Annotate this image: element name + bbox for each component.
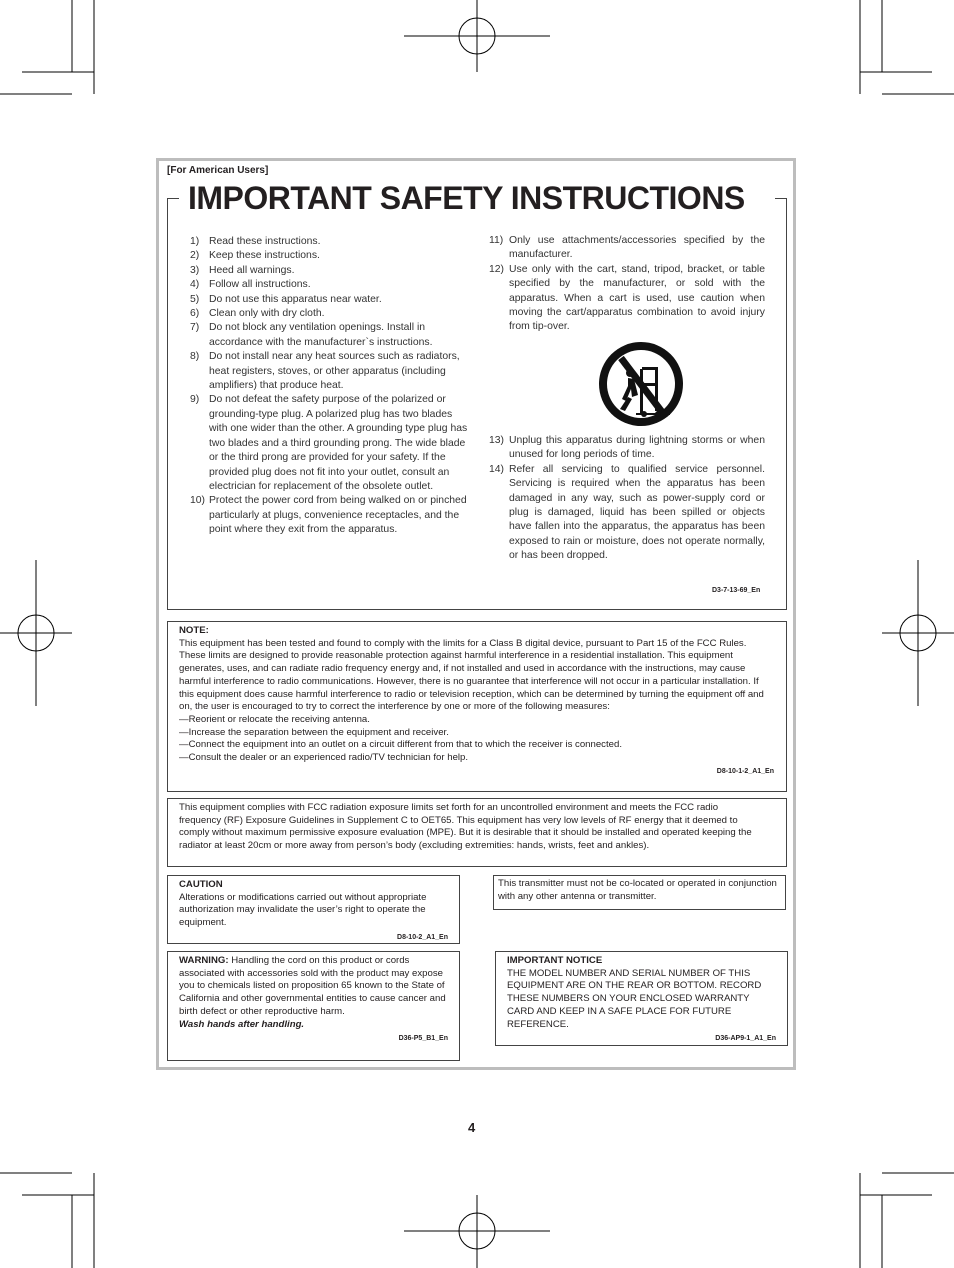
instruction-item bbox=[190, 307, 468, 321]
instruction-list bbox=[489, 234, 765, 335]
instruction-item bbox=[489, 263, 765, 335]
instruction-list bbox=[190, 235, 468, 538]
instruction-number: 2) bbox=[190, 250, 200, 262]
notice-body: THE MODEL NUMBER AND SERIAL NUMBER OF THIS EQUIPMENT ARE ON THE REAR OR BOTTOM. RECORD THESE NUMBERS ON YOUR ENCLOSED WARRANTY CARD AND KEEP IN A SAFE PLACE FOR FUTURE REFERENCE. bbox=[507, 967, 762, 1030]
instruction-text: Do not install near any heat sources such as radiators, heat registers, stoves, or other apparatus (including amplifiers) that produce heat. bbox=[209, 351, 460, 392]
instruction-number: 9) bbox=[190, 394, 200, 406]
instruction-text: Unplug this apparatus during lightning storms or when unused for long periods of time. bbox=[509, 435, 765, 461]
doc-code: D36-P5_B1_En bbox=[398, 1035, 448, 1043]
instructions-left-column bbox=[190, 235, 468, 538]
instruction-number: 10) bbox=[190, 495, 206, 507]
measure-item: —Increase the separation between the equipment and receiver. bbox=[179, 726, 449, 738]
fcc-note-box bbox=[167, 621, 787, 792]
instruction-item bbox=[489, 434, 765, 463]
instruction-item bbox=[190, 293, 468, 307]
instruction-number: 5) bbox=[190, 293, 200, 305]
instruction-number: 4) bbox=[190, 279, 200, 291]
caution-body: Alterations or modifications carried out without appropriate authorization may invalidate the user’s right to operate the equipment. bbox=[179, 891, 427, 929]
instruction-text: Read these instructions. bbox=[209, 236, 321, 247]
instruction-item bbox=[489, 463, 765, 564]
page-number: 4 bbox=[468, 1120, 476, 1135]
doc-code: D36-AP9-1_A1_En bbox=[715, 1035, 776, 1043]
instruction-item bbox=[190, 249, 468, 263]
audience-label: [For American Users] bbox=[167, 165, 269, 176]
cart-tip-over-warning-icon bbox=[598, 341, 684, 432]
instruction-text: Protect the power cord from being walked on or pinched particularly at plugs, convenience receptacles, and the point where they exit from the apparatus. bbox=[209, 495, 467, 536]
instruction-list bbox=[489, 434, 765, 564]
instruction-text: Do not defeat the safety purpose of the polarized or grounding-type plug. A polarized plug has two blades with one wider than the other. A grounding type plug has two blades and a third grounding prong. The wide blade or the third prong are provided for your safety. If the provided plug does not fit into your outlet, consult an electrician for replacement of the obsolete outlet. bbox=[209, 394, 468, 492]
measure-item: —Reorient or relocate the receiving antenna. bbox=[179, 713, 370, 725]
instruction-item bbox=[190, 321, 468, 350]
warning-box bbox=[167, 951, 460, 1061]
warning-heading: WARNING: bbox=[179, 955, 229, 966]
doc-code: D8-10-2_A1_En bbox=[397, 933, 448, 941]
instruction-text: Only use attachments/accessories specified by the manufacturer. bbox=[509, 235, 765, 261]
instruction-number: 13) bbox=[489, 435, 505, 446]
notice-heading: IMPORTANT NOTICE bbox=[507, 955, 603, 966]
instruction-item bbox=[190, 264, 468, 278]
instruction-number: 3) bbox=[190, 264, 200, 276]
instruction-number: 12) bbox=[489, 263, 505, 275]
instruction-number: 14) bbox=[489, 463, 505, 475]
instruction-item bbox=[190, 350, 468, 393]
warning-emphasis: Wash hands after handling. bbox=[179, 1018, 305, 1030]
caution-box bbox=[167, 875, 460, 944]
instruction-text: Keep these instructions. bbox=[209, 250, 320, 262]
doc-code: D3-7-13-69_En bbox=[712, 587, 761, 594]
instruction-item bbox=[190, 393, 468, 494]
doc-code: D8-10-1-2_A1_En bbox=[716, 767, 774, 775]
note-body: This equipment has been tested and found to comply with the limits for a Class B digital device, pursuant to Part 15 of the FCC Rules. These limits are designed to provide reasonable protection against harmful interference in a residential installation. This equipment generates, uses, and can radiate radio frequency energy and, if not installed and used in accordance with the instructions, may cause harmful interference to radio communications. However, there is no guarantee that interference will not occur in a particular installation. If this equipment does cause harmful interference to radio or television reception, which can be determined by turning the equipment off and on, the user is encouraged to try to correct the interference by one or more of the following measures: bbox=[179, 637, 764, 713]
instruction-text: Refer all servicing to qualified service personnel. Servicing is required when the apparatus has been damaged in any way, such as power-supply cord or plug is damaged, liquid has been spilled or objects have fallen into the apparatus, the apparatus has been exposed to rain or moisture, does not operate normally, or has been dropped. bbox=[509, 463, 765, 562]
transmitter-body: This transmitter must not be co-located or operated in conjunction with any other antenna or transmitter. bbox=[498, 878, 777, 902]
instruction-item bbox=[489, 234, 765, 263]
instruction-text: Do not use this apparatus near water. bbox=[209, 293, 382, 305]
caution-heading: CAUTION bbox=[179, 879, 223, 890]
rf-exposure-box bbox=[167, 798, 787, 867]
instruction-text: Do not block any ventilation openings. Install in accordance with the manufacturer`s instructions. bbox=[209, 322, 433, 348]
instructions-right-column bbox=[489, 234, 765, 335]
important-notice-box bbox=[495, 951, 788, 1046]
instruction-item bbox=[190, 235, 468, 249]
warning-body: Handling the cord on this product or cords associated with accessories sold with the product may expose you to chemicals listed on proposition 65 known to the State of California and other governmental entities to cause cancer and birth defect or other reproductive harm. bbox=[179, 955, 446, 1017]
instruction-item bbox=[190, 278, 468, 292]
note-measures bbox=[179, 714, 774, 765]
instruction-number: 11) bbox=[489, 235, 504, 246]
instruction-item bbox=[190, 494, 468, 537]
transmitter-box bbox=[493, 875, 786, 910]
rf-body: This equipment complies with FCC radiation exposure limits set forth for an uncontrolled environment and meets the FCC radio frequency (RF) Exposure Guidelines in Supplement C to OET65. This equipment has very low levels of RF energy that it deemed to comply without maximum permissive exposure evaluation (MPE). But it is desirable that it should be installed and operated keeping the radiator at least 20cm or more away from person’s body (excluding extremities: hands, wrists, feet and ankles). bbox=[179, 802, 752, 852]
measure-item: —Consult the dealer or an experienced radio/TV technician for help. bbox=[179, 752, 469, 764]
instruction-text: Follow all instructions. bbox=[209, 279, 311, 291]
instruction-text: Use only with the cart, stand, tripod, bracket, or table specified by the manufacturer, or sold with the apparatus. When a cart is used, use caution when moving the cart/apparatus combination to avoid injury from tip-over. bbox=[509, 263, 765, 333]
instruction-text: Clean only with dry cloth. bbox=[209, 308, 325, 320]
measure-item: —Connect the equipment into an outlet on a circuit different from that to which the receiver is connected. bbox=[179, 739, 622, 751]
instructions-right-column-bottom bbox=[489, 434, 765, 564]
instruction-number: 7) bbox=[190, 322, 200, 334]
instruction-number: 8) bbox=[190, 351, 200, 363]
instruction-number: 6) bbox=[190, 308, 200, 320]
note-heading: NOTE: bbox=[179, 625, 209, 636]
page-title: IMPORTANT SAFETY INSTRUCTIONS bbox=[188, 180, 745, 216]
instruction-text: Heed all warnings. bbox=[209, 264, 295, 276]
instruction-number: 1) bbox=[190, 236, 200, 247]
